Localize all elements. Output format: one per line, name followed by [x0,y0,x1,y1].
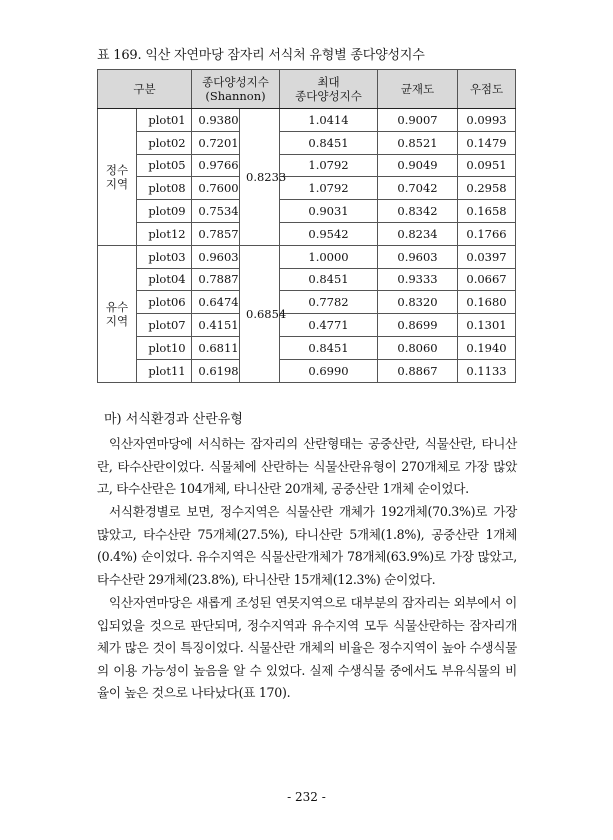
max-diversity-cell: 0.9542 [280,222,378,245]
page-number: - 232 - [287,790,326,804]
dominance-cell: 0.1133 [458,359,516,382]
region-cell [98,109,137,246]
max-diversity-cell: 0.8451 [280,268,378,291]
shannon-cell: 0.9603 [192,245,240,268]
max-diversity-cell: 0.8451 [280,131,378,154]
evenness-cell: 0.8699 [378,314,458,337]
evenness-cell: 0.9333 [378,268,458,291]
shannon-cell: 0.7201 [192,131,240,154]
header-shannon-line2: (Shannon) [205,89,266,103]
max-diversity-cell: 0.9031 [280,200,378,223]
table-row [98,177,516,200]
header-max-line1: 최대 [317,75,340,89]
dominance-cell: 0.1479 [458,131,516,154]
table-row [98,336,516,359]
shannon-cell: 0.7534 [192,200,240,223]
table-row [98,154,516,177]
evenness-cell: 0.9603 [378,245,458,268]
table-caption: 표 169. 익산 자연마당 잠자리 서식처 유형별 종다양성지수 [97,48,425,63]
shannon-cell: 0.6198 [192,359,240,382]
header-max [280,70,378,109]
mean-shannon-cell: 0.8233 [240,109,280,246]
dominance-cell: 0.1940 [458,336,516,359]
paragraph [97,592,517,705]
paragraph [97,501,517,591]
plot-cell: plot07 [137,314,192,337]
plot-cell: plot08 [137,177,192,200]
plot-cell: plot04 [137,268,192,291]
header-shannon-line1: 종다양성지수 [202,75,269,89]
evenness-cell: 0.8521 [378,131,458,154]
dominance-cell: 0.1301 [458,314,516,337]
plot-cell: plot12 [137,222,192,245]
plot-cell: plot06 [137,291,192,314]
dominance-cell: 0.2958 [458,177,516,200]
region-label-line1: 정수 [105,162,129,177]
table-row [98,245,516,268]
dominance-cell: 0.0667 [458,268,516,291]
header-shannon [192,70,280,109]
table-row [98,109,516,132]
region-label-line1: 유수 [105,299,129,314]
table-row [98,291,516,314]
max-diversity-cell: 1.0792 [280,154,378,177]
shannon-cell: 0.9766 [192,154,240,177]
max-diversity-cell: 0.7782 [280,291,378,314]
max-diversity-cell: 0.8451 [280,336,378,359]
paragraph [97,433,517,501]
plot-cell: plot09 [137,200,192,223]
shannon-cell: 0.6811 [192,336,240,359]
table-body [98,109,516,383]
table-row [98,131,516,154]
region-label-line2: 지역 [105,313,129,328]
region-label-line2: 지역 [105,176,129,191]
table-row [98,268,516,291]
diversity-table [97,69,516,383]
evenness-cell: 0.9049 [378,154,458,177]
evenness-cell: 0.8234 [378,222,458,245]
table-row [98,222,516,245]
table-header [98,70,516,109]
max-diversity-cell: 1.0792 [280,177,378,200]
table-row [98,314,516,337]
header-dominance: 우점도 [458,70,516,109]
max-diversity-cell: 0.4771 [280,314,378,337]
max-diversity-cell: 1.0000 [280,245,378,268]
max-diversity-cell: 0.6990 [280,359,378,382]
shannon-cell: 0.7887 [192,268,240,291]
header-group: 구분 [98,70,192,109]
paragraph-text: 익산자연마당은 새롭게 조성된 연못지역으로 대부분의 잠자리는 외부에서 이입되었을 것으로 판단되며, 정수지역과 유수지역 모두 식물산란하는 잠자리개체가 많은 것이 특징이었다. 식물산란 개체의 비율은 정수지역이 높아 수생식물의 이용 가능성이 높음을 알 수 있었다. 실제 수생식물 중에서도 부유식물의 비율이 높은 것으로 나타났다(표 170). [97,595,517,701]
evenness-cell: 0.8867 [378,359,458,382]
plot-cell: plot03 [137,245,192,268]
dominance-cell: 0.1766 [458,222,516,245]
plot-cell: plot11 [137,359,192,382]
shannon-cell: 0.4151 [192,314,240,337]
evenness-cell: 0.8342 [378,200,458,223]
dominance-cell: 0.0397 [458,245,516,268]
shannon-cell: 0.6474 [192,291,240,314]
max-diversity-cell: 1.0414 [280,109,378,132]
header-max-line2: 종다양성지수 [295,89,362,103]
plot-cell: plot01 [137,109,192,132]
plot-cell: plot02 [137,131,192,154]
dominance-cell: 0.1658 [458,200,516,223]
table-row [98,359,516,382]
evenness-cell: 0.8060 [378,336,458,359]
table-row [98,200,516,223]
mean-shannon-cell: 0.6854 [240,245,280,382]
shannon-cell: 0.7600 [192,177,240,200]
paragraph-text: 서식환경별로 보면, 정수지역은 식물산란 개체가 192개체(70.3%)로 가장 많았고, 타수산란 75개체(27.5%), 타니산란 5개체(1.8%), 공중산란 1개체(0.4%) 순이었다. 유수지역은 식물산란개체가 78개체(63.9%)로 가장 많았고, 타수산란 29개체(23.8%), 타니산란 15개체(12.3%) 순이었다. [97,504,517,587]
shannon-cell: 0.7857 [192,222,240,245]
evenness-cell: 0.7042 [378,177,458,200]
dominance-cell: 0.0993 [458,109,516,132]
region-cell [98,245,137,382]
dominance-cell: 0.0951 [458,154,516,177]
dominance-cell: 0.1680 [458,291,516,314]
shannon-cell: 0.9380 [192,109,240,132]
plot-cell: plot05 [137,154,192,177]
plot-cell: plot10 [137,336,192,359]
section-title: 마) 서식환경과 산란유형 [104,412,243,427]
header-evenness: 균재도 [378,70,458,109]
evenness-cell: 0.9007 [378,109,458,132]
paragraph-text: 익산자연마당에 서식하는 잠자리의 산란형태는 공중산란, 식물산란, 타니산란, 타수산란이었다. 식물체에 산란하는 식물산란유형이 270개체로 가장 많았고, 타수산란은 104개체, 타니산란 20개체, 공중산란 1개체 순이었다. [97,436,517,497]
evenness-cell: 0.8320 [378,291,458,314]
